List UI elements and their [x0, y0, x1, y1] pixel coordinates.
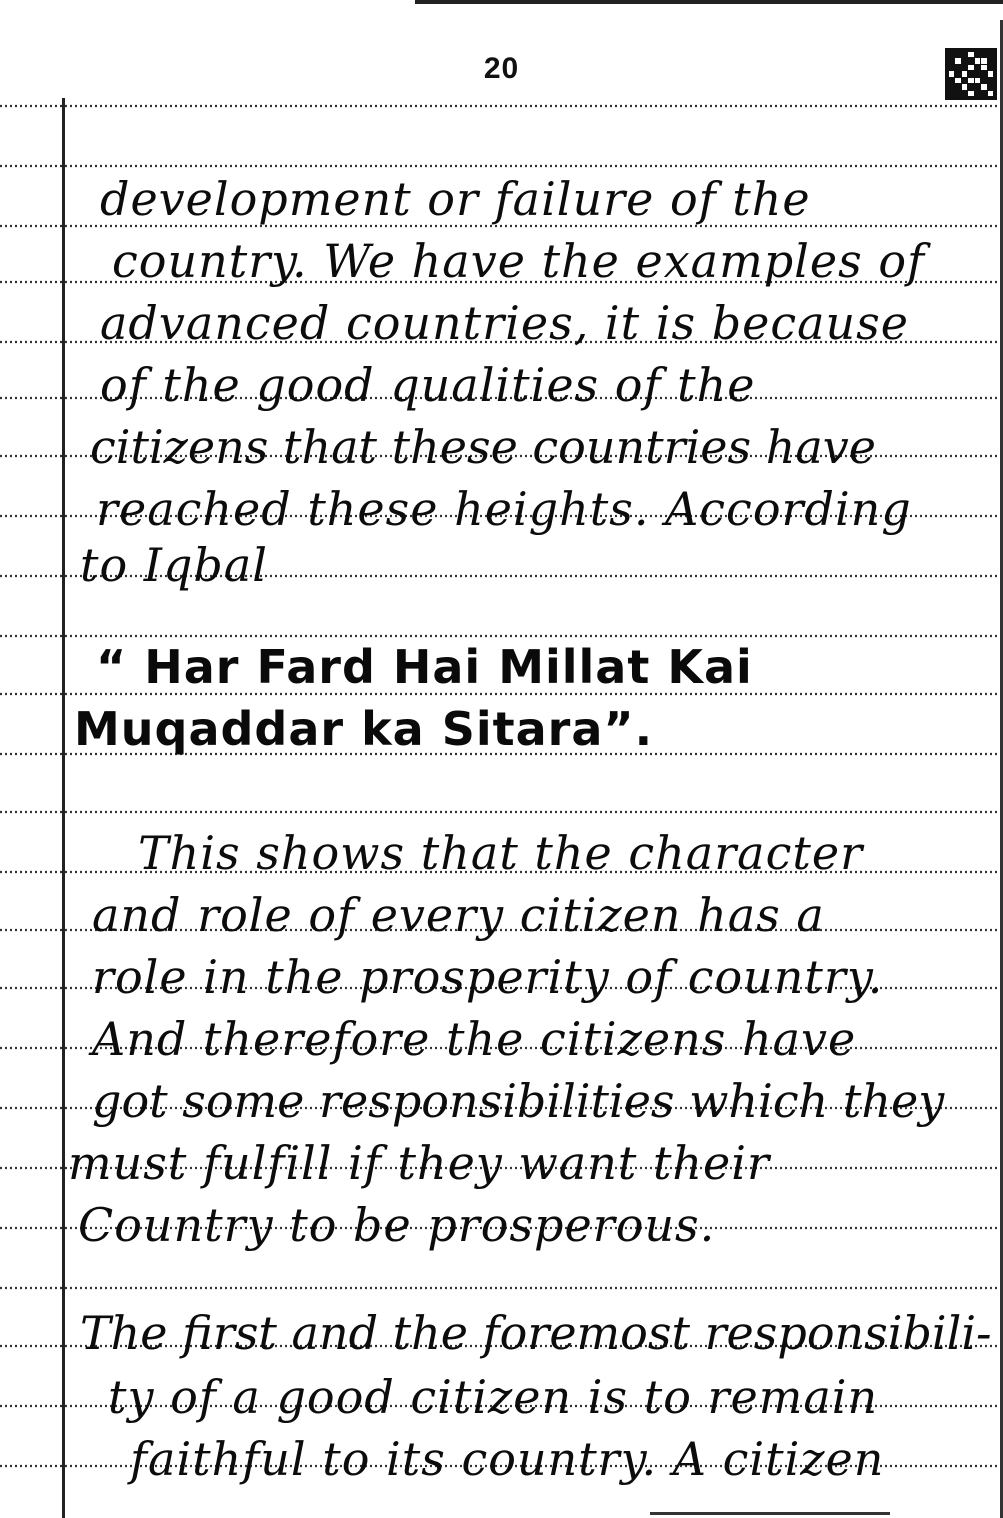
text-line: reached these heights. According — [96, 482, 912, 536]
bottom-edge-rule — [650, 1512, 890, 1515]
text-line: ty of a good citizen is to remain — [108, 1370, 879, 1424]
margin-line — [62, 98, 65, 1518]
text-line: of the good qualities of the — [100, 358, 756, 412]
text-line: faithful to its country. A citizen — [130, 1432, 885, 1486]
quote-line: “ Har Fard Hai Millat Kai — [96, 640, 753, 694]
text-line: to Iqbal — [80, 538, 269, 592]
text-line: development or failure of the — [100, 172, 811, 226]
text-line: got some responsibilities which they — [92, 1074, 945, 1128]
text-line: must fulfill if they want their — [68, 1136, 770, 1190]
text-line: And therefore the citizens have — [92, 1012, 857, 1066]
text-line: role in the prosperity of country. — [92, 950, 884, 1004]
text-line: country. We have the examples of — [112, 234, 926, 288]
text-line: Country to be prosperous. — [78, 1198, 716, 1252]
text-line: The first and the foremost responsibili- — [80, 1306, 992, 1360]
page-number: 20 — [483, 52, 520, 85]
quote-line: Muqaddar ka Sitara”. — [74, 702, 654, 756]
text-line: This shows that the character — [138, 826, 864, 880]
text-line: citizens that these countries have — [90, 420, 877, 474]
text-line: and role of every citizen has a — [92, 888, 825, 942]
text-line: advanced countries, it is because — [100, 296, 910, 350]
